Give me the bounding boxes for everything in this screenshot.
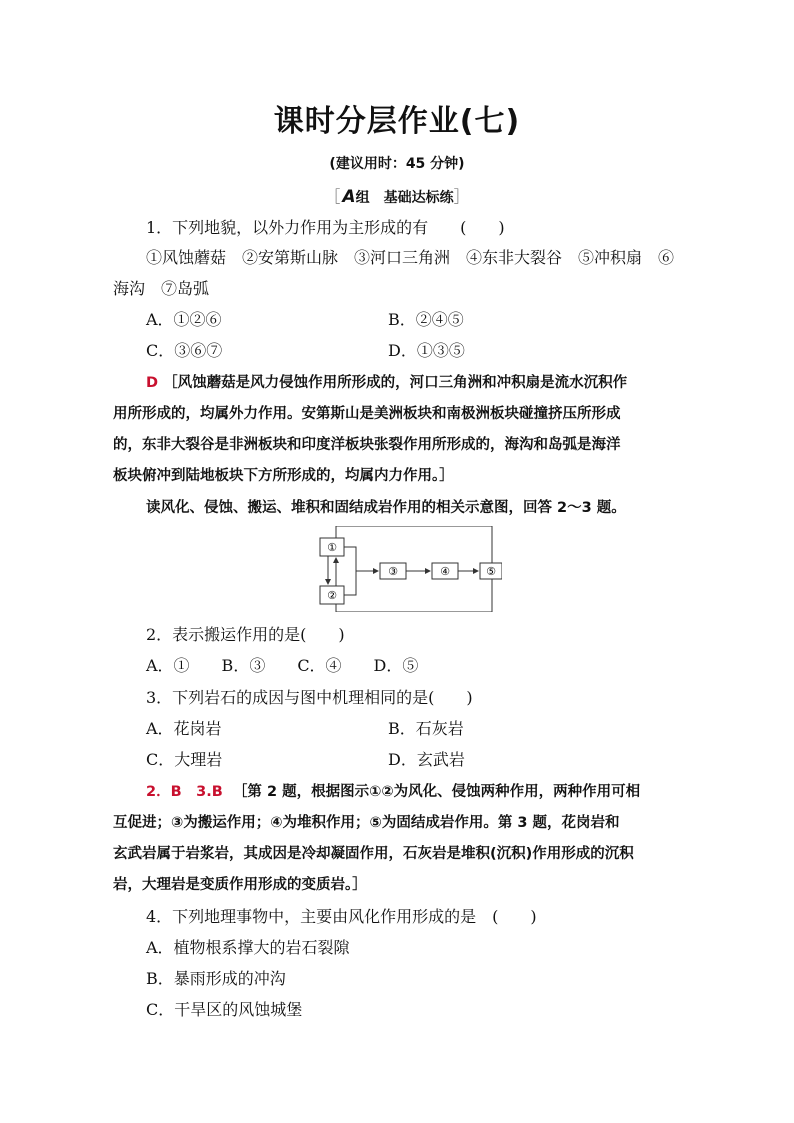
- q2-options: A．① B．③ C．④ D．⑤: [146, 656, 419, 675]
- feedback-loop-line: [336, 526, 492, 612]
- q4-option-b: B．暴雨形成的冲沟: [146, 969, 286, 988]
- q1-option-c: C．③⑥⑦: [146, 341, 223, 360]
- box-3-label: ③: [388, 565, 398, 578]
- q2-3-explain-line1: ［第 2 题，根据图示①②为风化、侵蚀两种作用，两种作用可相: [232, 784, 641, 800]
- box-4-label: ④: [440, 565, 450, 578]
- q1-stem: 1．下列地貌，以外力作用为主形成的有 ( ): [146, 218, 505, 237]
- q3-option-d: D．玄武岩: [388, 750, 465, 769]
- q4-option-a: A．植物根系撑大的岩石裂隙: [146, 938, 350, 957]
- q1-items-line1: ①风蚀蘑菇 ②安第斯山脉 ③河口三角洲 ④东非大裂谷 ⑤冲积扇 ⑥: [146, 248, 675, 267]
- box-2-label: ②: [327, 589, 337, 602]
- group-bracket-close: ］: [453, 187, 470, 206]
- q1-items-line2: 海沟 ⑦岛弧: [113, 279, 210, 298]
- q3-option-b: B．石灰岩: [388, 719, 464, 738]
- q2-3-explain-line2: 互促进；③为搬运作用；④为堆积作用；⑤为固结成岩作用。第 3 题，花岗岩和: [113, 815, 620, 831]
- q2-stem: 2．表示搬运作用的是( ): [146, 625, 345, 644]
- process-diagram: [316, 526, 502, 612]
- q3-option-a: A．花岗岩: [146, 719, 222, 738]
- group-heading: [0, 184, 794, 207]
- q1-option-a: A．①②⑥: [146, 310, 222, 329]
- q2-3-intro: 读风化、侵蚀、搬运、堆积和固结成岩作用的相关示意图，回答 2～3 题。: [146, 500, 626, 516]
- q4-stem: 4．下列地理事物中，主要由风化作用形成的是 ( ): [146, 907, 537, 926]
- bracket-1-2: [344, 547, 356, 595]
- q1-explain-line2: 用所形成的，均属外力作用。安第斯山是美洲板块和南极洲板块碰撞挤压所形成: [113, 406, 621, 422]
- q1-explain-line1: ［风蚀蘑菇是风力侵蚀作用所形成的，河口三角洲和冲积扇是流水沉积作: [163, 375, 628, 391]
- page-title: 课时分层作业(七): [273, 104, 521, 139]
- q2-3-explain-line4: 岩，大理岩是变质作用形成的变质岩。］: [113, 877, 367, 893]
- suggested-time: (建议用时：45 分钟): [329, 156, 465, 172]
- q1-option-d: D．①③⑤: [388, 341, 465, 360]
- box-1-label: ①: [327, 541, 337, 554]
- q1-answer-letter: D: [146, 375, 159, 391]
- group-label: 组 基础达标练: [355, 190, 454, 206]
- q2-3-answer: [146, 782, 640, 802]
- q3-option-c: C．大理岩: [146, 750, 223, 769]
- group-letter: A: [342, 187, 356, 207]
- box-5-label: ⑤: [486, 565, 496, 578]
- q3-stem: 3．下列岩石的成因与图中机理相同的是( ): [146, 688, 473, 707]
- q1-option-b: B．②④⑤: [388, 310, 464, 329]
- group-bracket-open: ［: [324, 187, 341, 206]
- q1-explain-line4: 板块俯冲到陆地板块下方所形成的，均属内力作用。］: [113, 468, 454, 484]
- q2-3-explain-line3: 玄武岩属于岩浆岩，其成因是冷却凝固作用，石灰岩是堆积(沉积)作用形成的沉积: [113, 846, 634, 862]
- q1-answer: [146, 373, 627, 393]
- q4-option-c: C．干旱区的风蚀城堡: [146, 1000, 303, 1019]
- q2-3-answer-letters: 2．B 3.B: [146, 784, 223, 800]
- q1-explain-line3: 的，东非大裂谷是非洲板块和印度洋板块张裂作用所形成的，海沟和岛弧是海洋: [113, 437, 621, 453]
